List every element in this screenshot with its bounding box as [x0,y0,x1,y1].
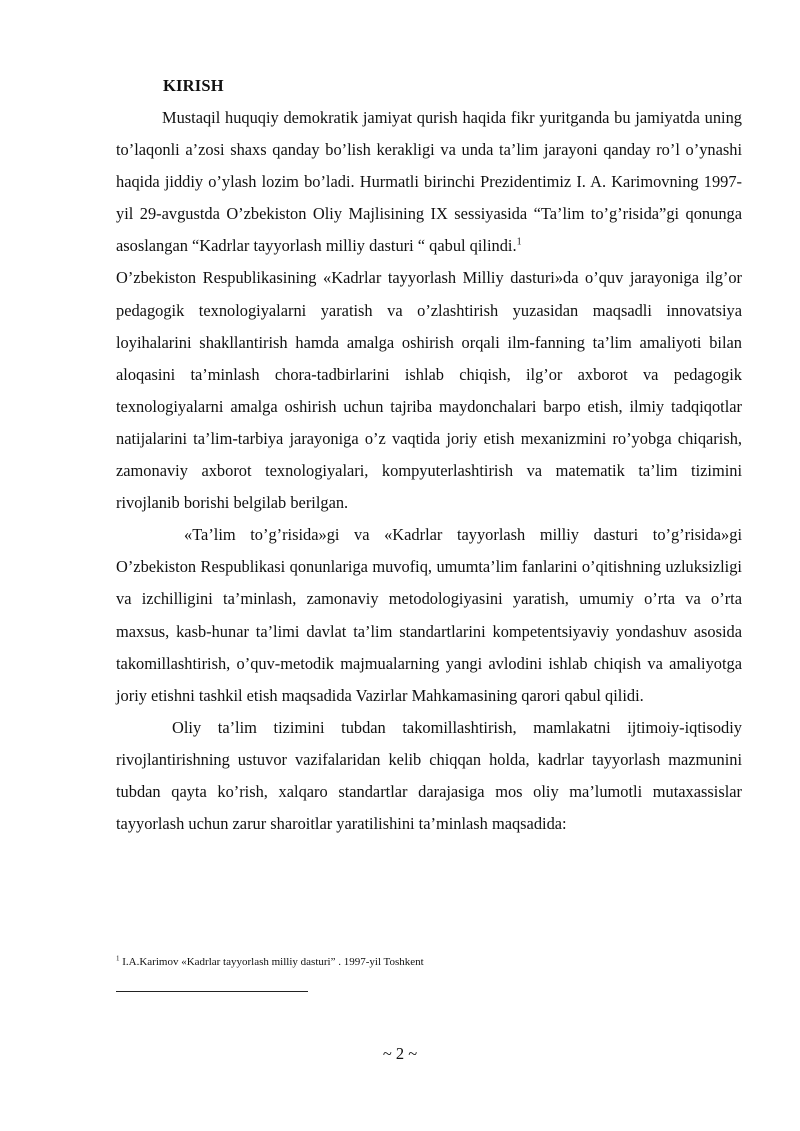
paragraph-2: O’zbekiston Respublikasining «Kadrlar tayyorlash Milliy dasturi»da o’quv jarayoniga ilg’or pedagogik texnologiyalarni yaratish va o’zlashtirish yuzasidan maqsadli innovatsiya loyihalarini shakllantirish hamda amalga oshirish orqali ilm-fanning ta’lim amaliyoti bilan aloqasini ta’minlash chora-tadbirlarini ishlab chiqish, ilg’or axborot va pedagogik texnologiyalarni amalga oshirish uchun tajriba maydonchalari barpo etish, ilmiy tadqiqotlar natijalarini ta’lim-tarbiya jarayoniga o’z vaqtida joriy etish mexanizmini ro’yobga chiqarish, zamonaviy axborot texnologiyalari, kompyuterlashtirish va matematik ta’lim tizimini rivojlanib borishi belgilab berilgan. [116,268,742,513]
paragraph-4: Oliy ta’lim tizimini tubdan takomillashtirish, mamlakatni ijtimoiy-iqtisodiy rivojlantirishning ustuvor vazifalaridan kelib chiqqan holda, kadrlar tayyorlash mazmunini tubdan qayta ko’rish, xalqaro standartlar darajasiga mos oliy ma’lumotli mutaxassislar tayyorlash uchun zarur sharoitlar yaratilishini ta’minlash maqsadida: [116,717,742,834]
footnote-divider [116,991,308,992]
page-number: ~ 2 ~ [382,1044,418,1063]
footnote-reference[interactable]: 1 [516,236,522,248]
paragraph-1-text: Mustaqil huquqiy demokratik jamiyat qurish haqida fikr yuritganda bu jamiyatda uning to’laqonli a’zosi shaxs qanday bo’lish kerakligi va unda ta’lim jarayoni qanday ro’l o’ynashi haqida jiddiy o’ylash lozim bo’ladi. Hurmatli birinchi Prezidentimiz I. A. Karimovning 1997- yil 29-avgustda O’zbekiston Oliy Majlisining IX sessiyasida “Ta’lim to’g’risida”gi qonunga asoslangan “Kadrlar tayyorlash milliy dasturi “ qabul qilindi. [116,108,742,256]
footnote-text: I.A.Karimov «Kadrlar tayyorlash milliy dasturi” . 1997-yil Toshkent [122,956,424,968]
section-heading: KIRISH [163,76,224,95]
footnote [116,955,424,969]
paragraph-1 [116,102,742,262]
footnote-marker: 1 [116,954,120,963]
body-text [116,102,742,840]
paragraph-3: «Ta’lim to’g’risida»gi va «Kadrlar tayyorlash milliy dasturi to’g’risida»gi O’zbekiston Respublikasi qonunlariga muvofiq, umumta’lim fanlarini o’qitishning uzluksizligi va izchilligini ta’minlash, zamonaviy metodologiyasini yaratish, umumiy o’rta va o’rta maxsus, kasb-hunar ta’limi davlat ta’lim standartlarini kompetentsiyaviy yondashuv asosida takomillashtirish, o’quv-metodik majmualarning yangi avlodini ishlab chiqish va amaliyotga joriy etishni tashkil etish maqsadida Vazirlar Mahkamasining qarori qabul qilidi. [116,525,742,705]
